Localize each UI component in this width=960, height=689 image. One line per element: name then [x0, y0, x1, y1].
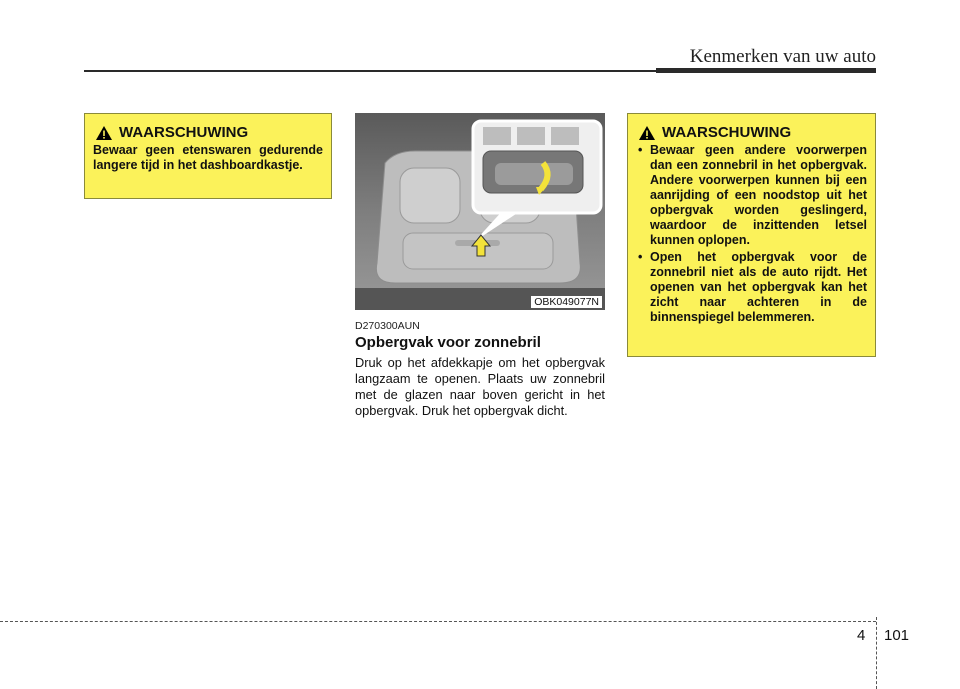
warning-heading: WAARSCHUWING	[662, 124, 792, 141]
chapter-number: 4	[857, 627, 866, 644]
section-code: D270300AUN	[355, 320, 420, 332]
footer-divider	[876, 617, 877, 689]
header-rule-accent	[656, 68, 876, 73]
section-title: Opbergvak voor zonnebril	[355, 334, 541, 351]
section-body: Druk op het afdekkapje om het opbergvak langzaam te openen. Plaats uw zonnebril met de glazen naar boven gericht in het opbergvak. Druk het opbergvak dicht.	[355, 355, 605, 418]
warning-heading-row	[95, 124, 331, 141]
running-header: Kenmerken van uw auto	[689, 46, 876, 67]
image-code: OBK049077N	[531, 296, 602, 308]
warning-item-text: Open het opbergvak voor de zonnebril niet als de auto rijdt. Het openen van het opbergvak kan het zicht naar achteren in de binnenspiegel belemmeren.	[650, 250, 867, 324]
warning-list-item	[636, 143, 867, 248]
bullet-icon: •	[638, 250, 643, 264]
page-number: 101	[884, 627, 910, 644]
footer-rule	[0, 621, 876, 622]
warning-list	[628, 143, 875, 325]
sunglass-holder-photo	[355, 113, 605, 310]
warning-box-left	[84, 113, 332, 199]
warning-list-item	[636, 250, 867, 325]
warning-triangle-icon	[638, 125, 656, 141]
sunglass-holder-illustration	[355, 113, 605, 310]
bullet-icon: •	[638, 143, 643, 157]
warning-item-text: Bewaar geen andere voorwerpen dan een zonnebril in het opbergvak. Andere voorwerpen kunnen bij een aanrijding of een noodstop uit het opbergvak worden geslingerd, waardoor de inzittenden letsel kunnen oplopen.	[650, 143, 867, 247]
warning-triangle-icon	[95, 125, 113, 141]
warning-box-right	[627, 113, 876, 357]
warning-heading-row	[638, 124, 875, 141]
warning-text: Bewaar geen etenswaren gedurende langere tijd in het dashboardkastje.	[93, 143, 323, 172]
warning-heading: WAARSCHUWING	[119, 124, 249, 141]
